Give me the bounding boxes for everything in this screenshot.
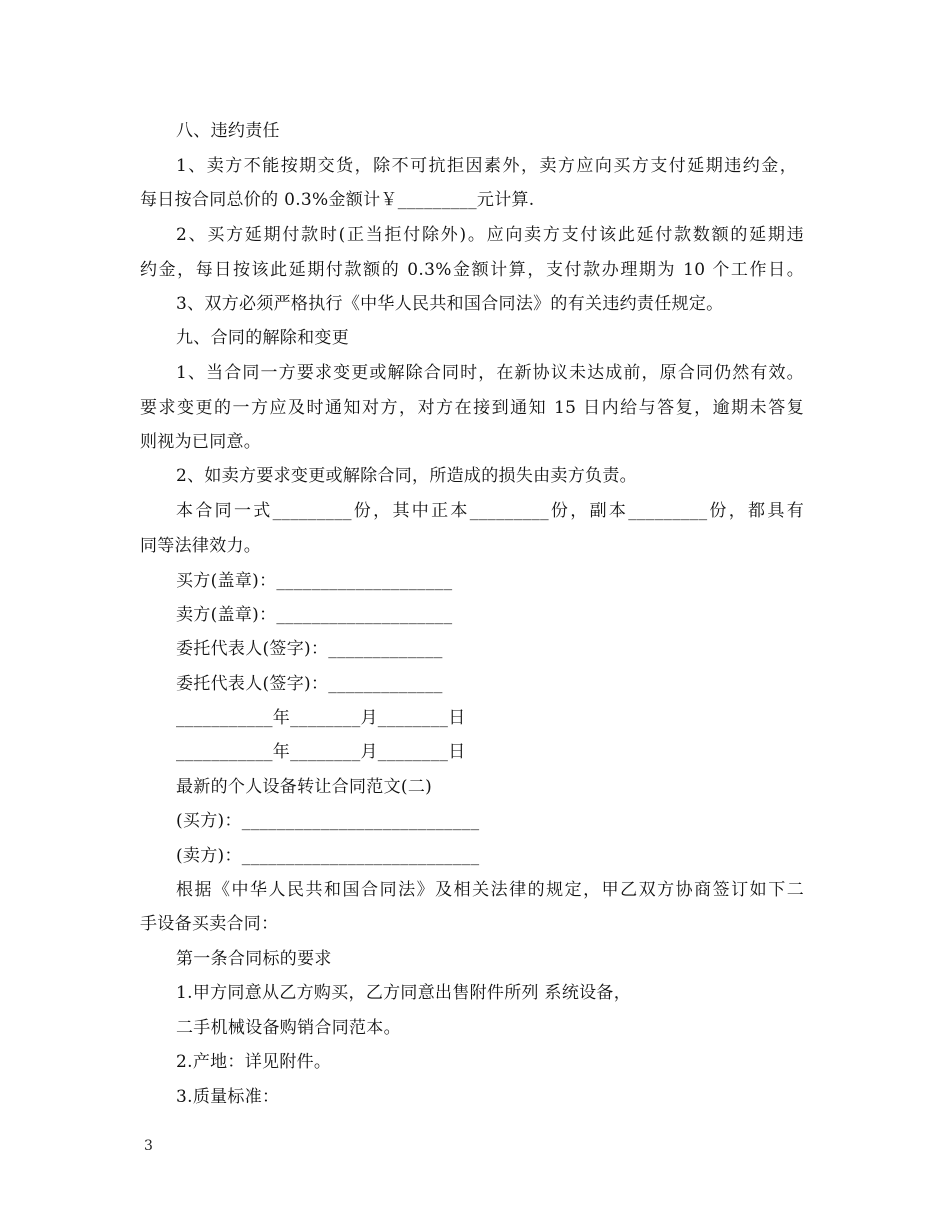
paragraph-line: 同等法律效力。 (140, 536, 262, 556)
paragraph-line: 本合同一式_________份，其中正本_________份，副本_________份，都具有 (176, 501, 804, 521)
paragraph-line: 2.产地：详见附件。 (176, 1052, 332, 1072)
contract-title-part-two: 最新的个人设备转让合同范文(二) (176, 777, 433, 797)
paragraph-line: 则视为已同意。 (140, 432, 262, 452)
paragraph-line: 二手机械设备购销合同范本。 (176, 1018, 401, 1038)
paragraph-line: 每日按合同总价的 0.3%金额计￥_________元计算. (140, 190, 535, 210)
paragraph-line: 2、如卖方要求变更或解除合同，所造成的损失由卖方负责。 (176, 466, 637, 486)
paragraph-line: 3.质量标准： (176, 1087, 280, 1107)
section-heading-breach-liability: 八、违约责任 (176, 121, 280, 141)
paragraph-line: 手设备买卖合同： (140, 914, 279, 934)
party-line-buyer: (买方)：___________________________ (176, 811, 480, 831)
paragraph-line: 约金，每日按该此延期付款额的 0.3%金额计算，支付款办理期为 10 个工作日。 (140, 260, 804, 280)
signature-line-representative: 委托代表人(签字)：_____________ (176, 639, 443, 659)
paragraph-line: 要求变更的一方应及时通知对方，对方在接到通知 15 日内给与答复，逾期未答复 (140, 398, 804, 418)
signature-line-representative: 委托代表人(签字)：_____________ (176, 674, 443, 694)
article-heading: 第一条合同标的要求 (176, 949, 332, 969)
paragraph-line: 1、当合同一方要求变更或解除合同时，在新协议未达成前，原合同仍然有效。 (176, 363, 804, 383)
section-heading-termination-change: 九、合同的解除和变更 (176, 328, 349, 348)
date-line: ___________年________月________日 (176, 742, 466, 762)
signature-line-buyer-seal: 买方(盖章)：____________________ (176, 571, 453, 591)
signature-line-seller-seal: 卖方(盖章)：____________________ (176, 605, 453, 625)
paragraph-line: 3、双方必须严格执行《中华人民共和国合同法》的有关违约责任规定。 (176, 294, 724, 314)
paragraph-line: 1.甲方同意从乙方购买，乙方同意出售附件所列 系统设备， (176, 983, 632, 1003)
paragraph-line: 1、卖方不能按期交货，除不可抗拒因素外，卖方应向买方支付延期违约金， (176, 156, 797, 176)
page-number: 3 (144, 1138, 153, 1154)
party-line-seller: (卖方)：___________________________ (176, 846, 480, 866)
paragraph-line: 2、买方延期付款时(正当拒付除外)。应向卖方支付该此延付款数额的延期违 (176, 225, 804, 245)
date-line: ___________年________月________日 (176, 708, 466, 728)
paragraph-line: 根据《中华人民共和国合同法》及相关法律的规定，甲乙双方协商签订如下二 (176, 880, 804, 900)
